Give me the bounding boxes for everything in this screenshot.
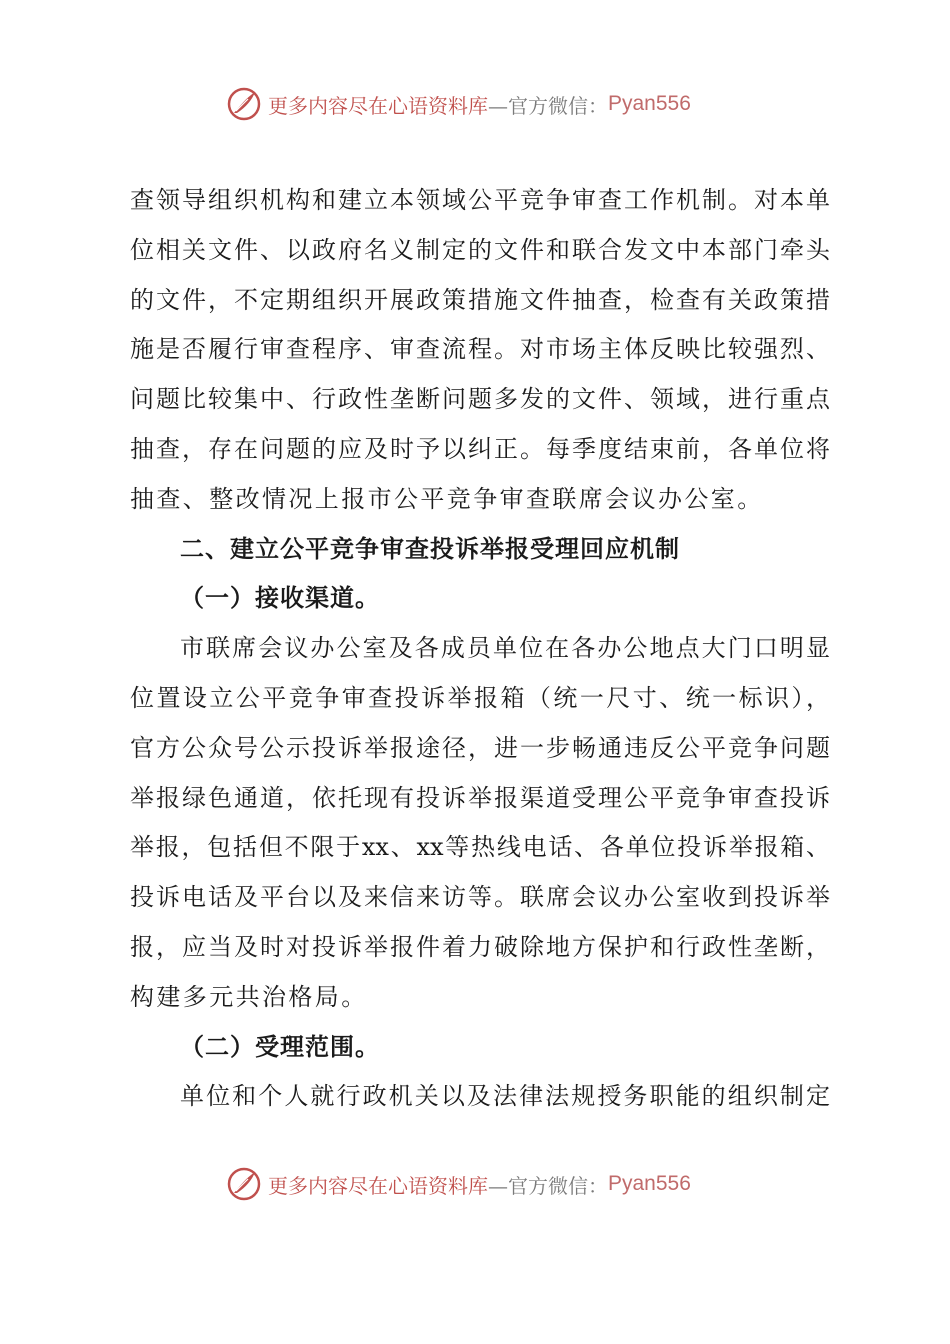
body-line: 问题比较集中、行政性垄断问题多发的文件、领域，进行重点	[130, 385, 830, 414]
banner-brand-text: 更多内容尽在心语资料库	[268, 1173, 488, 1198]
footer-watermark-banner	[226, 1164, 746, 1204]
banner-wechat-handle: Pyan556	[608, 1172, 691, 1195]
subsection-heading: （一）接收渠道。	[180, 584, 380, 613]
body-line: 举报绿色通道，依托现有投诉举报渠道受理公平竞争审查投诉	[130, 783, 830, 812]
banner-brand-text: 更多内容尽在心语资料库	[268, 93, 488, 118]
body-line: 单位和个人就行政机关以及法律法规授务职能的组织制定	[180, 1082, 830, 1111]
body-line: 位置设立公平竞争审查投诉举报箱（统一尺寸、统一标识），	[130, 683, 830, 712]
banner-separator-label: —官方微信：	[488, 93, 608, 118]
body-line: 投诉电话及平台以及来信来访等。联席会议办公室收到投诉举	[130, 883, 830, 912]
subsection-heading: （二）受理范围。	[180, 1032, 380, 1061]
body-line: 抽查、整改情况上报市公平竞争审查联席会议办公室。	[130, 484, 764, 513]
feather-pen-logo-icon	[226, 86, 262, 122]
header-watermark-banner	[226, 84, 746, 124]
body-line: 市联席会议办公室及各成员单位在各办公地点大门口明显	[180, 634, 830, 663]
body-line: 的文件，不定期组织开展政策措施文件抽查，检查有关政策措	[130, 285, 830, 314]
section-heading: 二、建立公平竞争审查投诉举报受理回应机制	[180, 534, 680, 563]
body-line: 抽查，存在问题的应及时予以纠正。每季度结束前，各单位将	[130, 434, 830, 463]
body-line: 施是否履行审查程序、审查流程。对市场主体反映比较强烈、	[130, 335, 830, 364]
body-line: 位相关文件、以政府名义制定的文件和联合发文中本部门牵头	[130, 235, 830, 264]
body-line: 构建多元共治格局。	[130, 982, 368, 1011]
feather-pen-logo-icon	[226, 1166, 262, 1202]
body-line: 举报，包括但不限于xx、xx等热线电话、各单位投诉举报箱、	[130, 833, 830, 862]
document-body	[130, 176, 830, 1122]
body-line: 报，应当及时对投诉举报件着力破除地方保护和行政性垄断，	[130, 932, 830, 961]
banner-separator-label: —官方微信：	[488, 1173, 608, 1198]
banner-wechat-handle: Pyan556	[608, 92, 691, 115]
body-line: 官方公众号公示投诉举报途径，进一步畅通违反公平竞争问题	[130, 733, 830, 762]
body-line: 查领导组织机构和建立本领域公平竞争审查工作机制。对本单	[130, 186, 830, 214]
